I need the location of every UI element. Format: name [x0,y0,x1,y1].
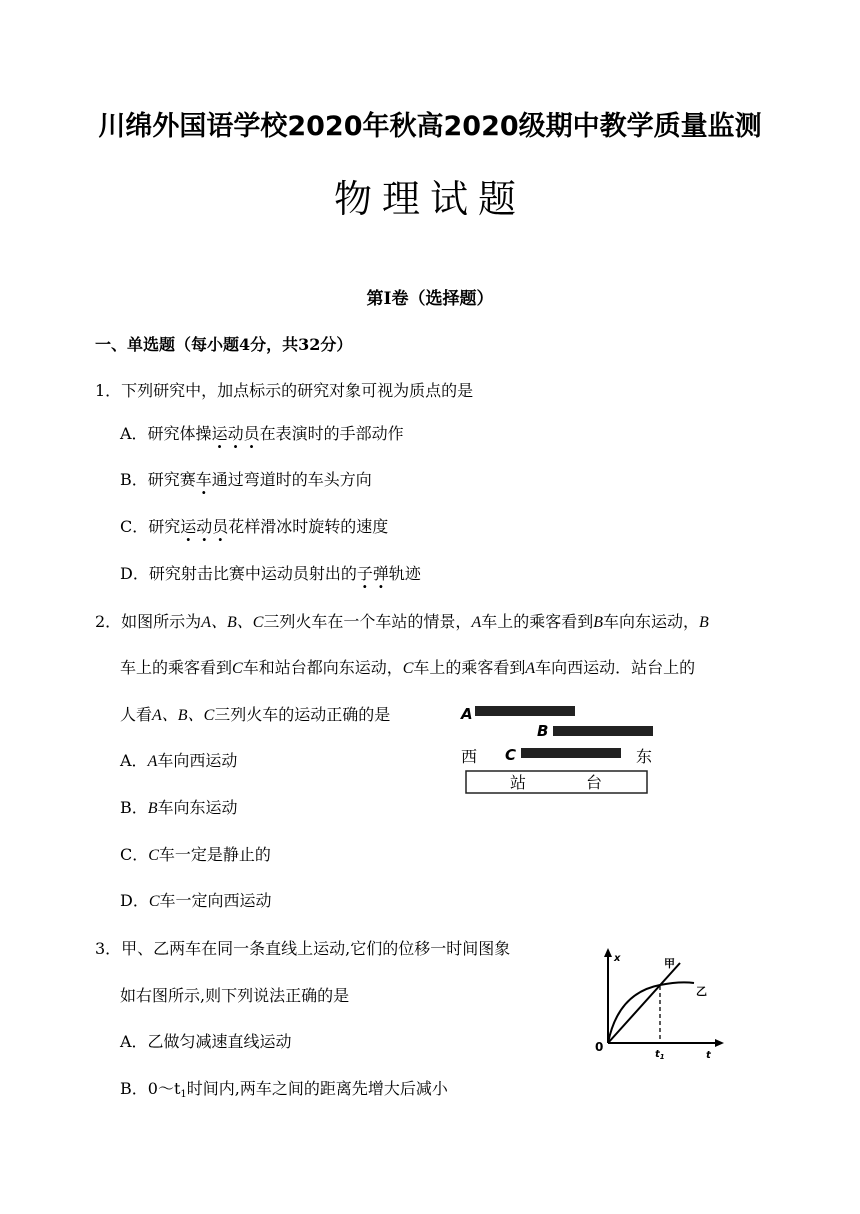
curve-yi [608,982,694,1043]
curve-yi-label: 乙 [696,985,707,998]
station-label-2: 台 [586,773,603,792]
q2-stem-line-3 [120,702,390,725]
text: B．0～t [120,1079,181,1098]
text: 车和站台都向东运动， [242,658,403,677]
variable: C [148,893,160,910]
section-heading: 第Ⅰ卷（选择题） [366,289,494,309]
line-jia [608,963,680,1043]
y-axis-label: x [614,953,621,964]
variable: C [232,660,243,677]
text: 车向东运动 [157,798,238,817]
train-b-bar [553,726,653,736]
text: 车一定向西运动 [159,891,272,910]
t1-label [655,1049,665,1061]
t1-text: t [655,1049,660,1060]
text: D． [120,891,149,910]
subscript: 1 [180,1089,187,1100]
dotted-char: 运 [211,424,228,443]
q3-option-b [120,1076,448,1100]
q1-b-text: 通过弯道时的车头方向 [211,470,372,489]
variable: A、B、C [152,707,215,724]
text: 车上的乘客看到 [481,612,594,631]
station-platform [466,771,647,793]
text: 车上的乘客看到 [413,658,526,677]
variable: A、B、C [201,614,264,631]
q1-option-c [120,514,388,537]
q1-stem: 1．下列研究中，加点标示的研究对象可视为质点的是 [95,381,474,400]
t1-subscript: 1 [659,1053,665,1061]
dotted-char: 员 [212,517,229,536]
station-label-1: 站 [510,773,527,792]
train-a-label: A [461,705,473,723]
text: 车向西运动 [157,751,238,770]
train-c-bar [521,748,621,758]
q1-a-text: A．研究体操 [120,424,212,443]
q1-option-a [120,421,404,444]
q2-option-d [120,888,272,911]
xt-graph [590,945,730,1063]
dotted-char: 弹 [372,564,389,583]
dotted-char: 运 [180,517,197,536]
dotted-char: 车 [195,470,212,489]
q3-option-a: A．乙做匀减速直线运动 [120,1032,292,1051]
q1-c-text: C．研究 [120,517,181,536]
q2-stem-line-1 [95,609,709,632]
q1-c-text: 花样滑冰时旋转的速度 [228,517,389,536]
train-a-bar [475,706,575,716]
text: 车一定是静止的 [158,845,271,864]
exam-subject-title: 物理试题 [333,177,526,221]
q3-stem-line-1: 3．甲、乙两车在同一条直线上运动,它们的位移一时间图象 [95,939,511,958]
q1-d-text: D．研究射击比赛中运动员射出的 [120,564,357,583]
line-jia-label: 甲 [664,957,675,970]
train-station-figure [455,700,665,796]
q2-option-a [120,748,237,771]
x-axis-arrow [715,1039,724,1047]
variable: A [147,753,158,770]
dotted-char: 子 [356,564,373,583]
text: 三列火车的运动正确的是 [214,705,391,724]
text: 人看 [120,705,153,724]
text: B． [120,798,148,817]
dotted-char: 员 [243,424,260,443]
q2-stem-line-2 [120,655,695,678]
text: C． [120,845,149,864]
q2-option-c [120,842,271,865]
q1-b-text: B．研究赛 [120,470,196,489]
q2-option-b [120,795,238,818]
train-c-label: C [505,746,517,764]
train-b-label: B [537,722,549,740]
exam-school-title: 川绵外国语学校2020年秋高2020级期中教学质量监测 [98,111,762,142]
variable: B [593,614,604,631]
variable: B [147,800,158,817]
variable: A [471,614,482,631]
text: A． [120,751,148,770]
text: 时间内,两车之间的距离先增大后减小 [186,1079,448,1098]
q1-option-d [120,561,421,584]
dotted-char: 动 [227,424,244,443]
variable: C [148,847,159,864]
text: 车向西运动．站台上的 [535,658,696,677]
q1-d-text: 轨迹 [388,564,421,583]
text: 车向东运动， [603,612,700,631]
text: 三列火车在一个车站的情景， [263,612,472,631]
q1-option-b [120,467,372,490]
text: 车上的乘客看到 [120,658,233,677]
variable: C [402,660,414,677]
y-axis-arrow [604,948,612,957]
text: 2．如图所示为 [95,612,202,631]
variable: B [699,614,709,631]
origin-label: 0 [595,1040,604,1054]
west-label: 西 [461,747,478,766]
q3-stem-line-2: 如右图所示,则下列说法正确的是 [120,986,350,1005]
dotted-char: 动 [196,517,213,536]
east-label: 东 [636,747,653,766]
x-axis-label: t [706,1050,711,1061]
variable: A [525,660,536,677]
q1-a-text: 在表演时的手部动作 [259,424,404,443]
part-heading: 一、单选题（每小题4分，共32分） [95,335,353,354]
